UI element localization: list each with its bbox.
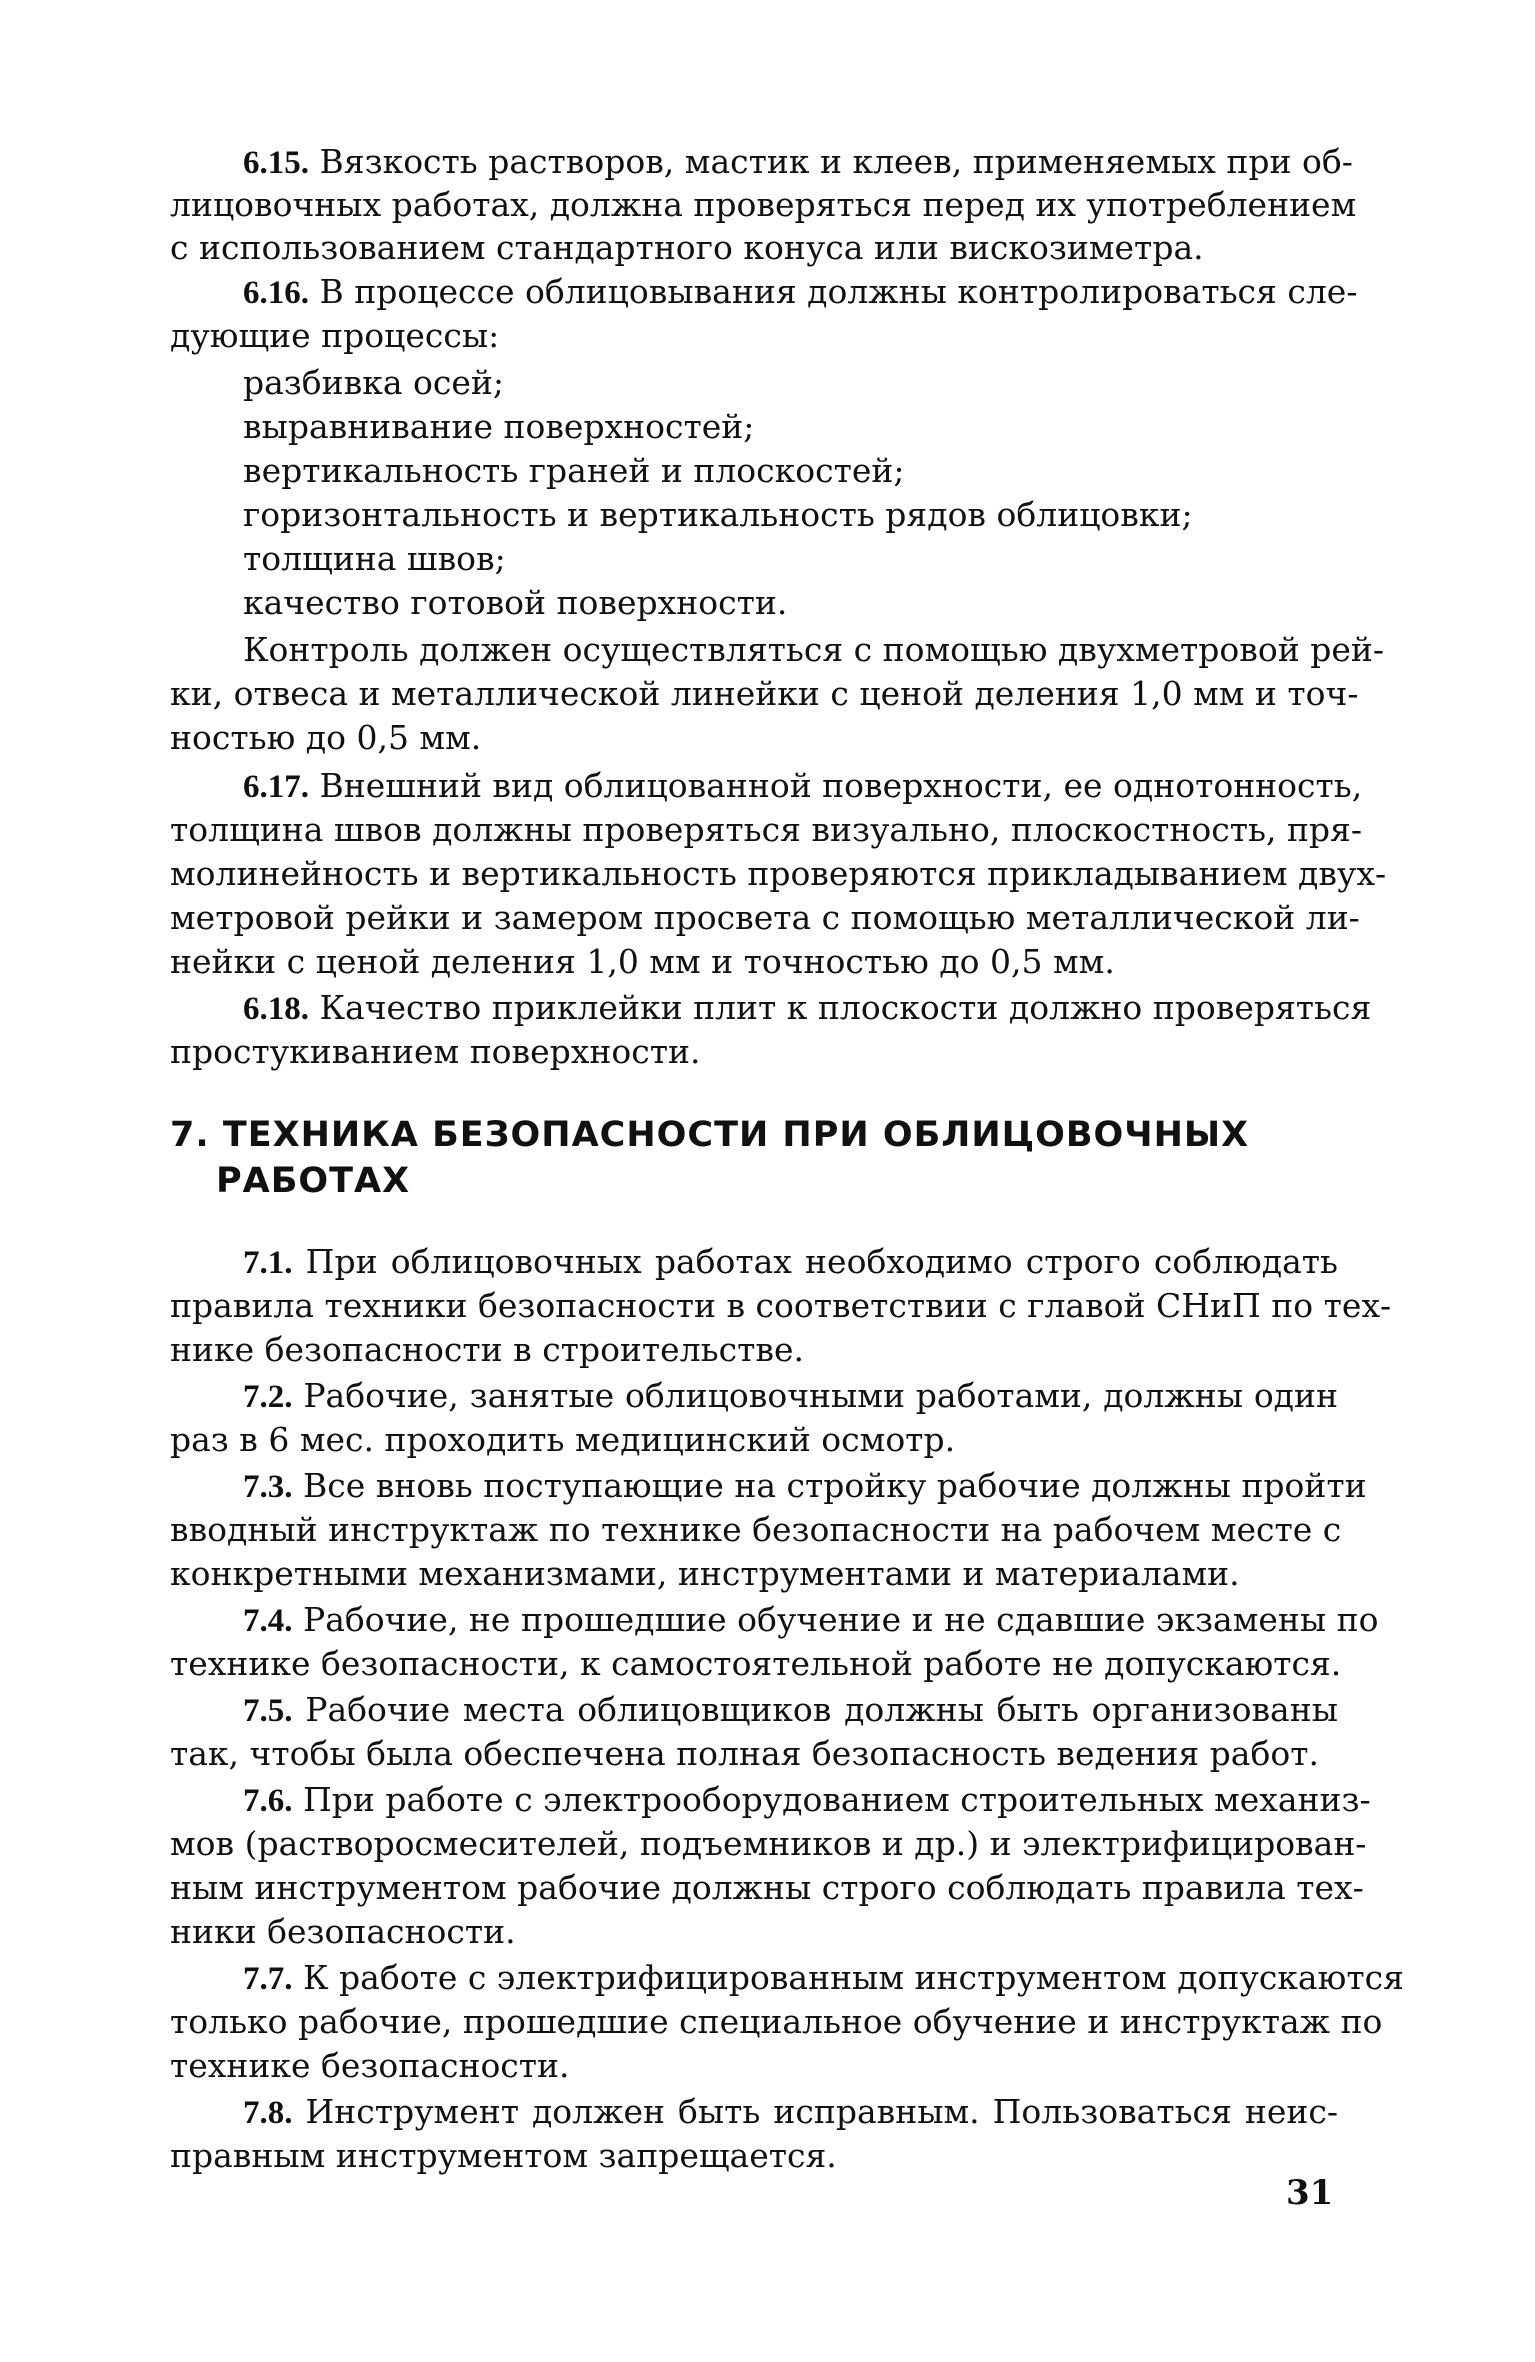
list-item: вертикальность граней и плоскостей; bbox=[243, 451, 905, 490]
section-heading: 7. ТЕХНИКА БЕЗОПАСНОСТИ ПРИ ОБЛИЦОВОЧНЫХ bbox=[170, 1115, 1250, 1155]
paragraph-6-18-line-2: простукиванием поверхности. bbox=[170, 1032, 701, 1071]
paragraph-7-4-line-2: технике безопасности, к самостоятельной работе не допускаются. bbox=[170, 1644, 1342, 1683]
paragraph-6-15-line-1: 6.15. Вязкость растворов, мастик и клеев, применяемых при об- bbox=[243, 142, 1353, 181]
clause-number: 7.8. bbox=[243, 2095, 293, 2131]
control-text-line-1: Контроль должен осуществляться с помощью двухметровой рей- bbox=[243, 630, 1385, 669]
list-item: разбивка осей; bbox=[243, 363, 505, 402]
clause-number: 6.18. bbox=[243, 991, 309, 1027]
paragraph-6-17-line-4: метровой рейки и замером просвета с помощью металлической ли- bbox=[170, 898, 1360, 937]
list-item: качество готовой поверхности. bbox=[243, 583, 788, 622]
paragraph-7-6-line-4: ники безопасности. bbox=[170, 1912, 516, 1951]
paragraph-7-2-line-1: 7.2. Рабочие, занятые облицовочными работами, должны один bbox=[243, 1376, 1338, 1415]
paragraph-7-7-line-3: технике безопасности. bbox=[170, 2046, 570, 2085]
page-number: 31 bbox=[1286, 2173, 1334, 2213]
clause-number: 7.1. bbox=[243, 1245, 293, 1281]
paragraph-6-15-line-2: лицовочных работах, должна проверяться перед их употреблением bbox=[170, 185, 1357, 224]
paragraph-7-3-line-2: вводный инструктаж по технике безопасности на рабочем месте с bbox=[170, 1510, 1342, 1549]
paragraph-6-18-line-1: 6.18. Качество приклейки плит к плоскости должно проверяться bbox=[243, 988, 1372, 1027]
clause-number: 6.15. bbox=[243, 145, 309, 181]
clause-number: 7.3. bbox=[243, 1469, 293, 1505]
list-item: выравнивание поверхностей; bbox=[243, 407, 755, 446]
control-text-line-2: ки, отвеса и металлической линейки с ценой деления 1,0 мм и точ- bbox=[170, 674, 1359, 713]
clause-number: 7.4. bbox=[243, 1603, 293, 1639]
control-text-line-3: ностью до 0,5 мм. bbox=[170, 718, 482, 757]
paragraph-7-1-line-1: 7.1. При облицовочных работах необходимо строго соблюдать bbox=[243, 1242, 1338, 1281]
clause-number: 7.2. bbox=[243, 1379, 293, 1415]
paragraph-7-1-line-2: правила техники безопасности в соответствии с главой СНиП по тех- bbox=[170, 1286, 1392, 1325]
clause-number: 6.16. bbox=[243, 275, 309, 311]
paragraph-6-17-line-5: нейки с ценой деления 1,0 мм и точностью до 0,5 мм. bbox=[170, 942, 1115, 981]
clause-number: 7.5. bbox=[243, 1693, 293, 1729]
paragraph-6-17-line-1: 6.17. Внешний вид облицованной поверхности, ее однотонность, bbox=[243, 766, 1363, 805]
paragraph-7-1-line-3: нике безопасности в строительстве. bbox=[170, 1330, 804, 1369]
paragraph-7-7-line-1: 7.7. К работе с электрифицированным инструментом допускаются bbox=[243, 1958, 1404, 1997]
section-heading-continued: РАБОТАХ bbox=[216, 1161, 411, 1201]
paragraph-6-17-line-3: молинейность и вертикальность проверяются прикладыванием двух- bbox=[170, 854, 1387, 893]
clause-number: 7.7. bbox=[243, 1961, 293, 1997]
paragraph-7-4-line-1: 7.4. Рабочие, не прошедшие обучение и не сдавшие экзамены по bbox=[243, 1600, 1379, 1639]
list-item: горизонтальность и вертикальность рядов облицовки; bbox=[243, 495, 1193, 534]
clause-number: 7.6. bbox=[243, 1783, 293, 1819]
paragraph-7-6-line-3: ным инструментом рабочие должны строго соблюдать правила тех- bbox=[170, 1868, 1364, 1907]
paragraph-7-8-line-2: правным инструментом запрещается. bbox=[170, 2136, 837, 2175]
paragraph-6-17-line-2: толщина швов должны проверяться визуально, плоскостность, пря- bbox=[170, 810, 1363, 849]
paragraph-7-5-line-2: так, чтобы была обеспечена полная безопасность ведения работ. bbox=[170, 1734, 1319, 1773]
paragraph-7-6-line-1: 7.6. При работе с электрооборудованием строительных механиз- bbox=[243, 1780, 1371, 1819]
paragraph-6-15-line-3: с использованием стандартного конуса или вискозиметра. bbox=[170, 228, 1204, 267]
paragraph-6-16-line-1: 6.16. В процессе облицовывания должны контролироваться сле- bbox=[243, 272, 1358, 311]
paragraph-7-6-line-2: мов (растворосмесителей, подъемников и др.) и электрифицирован- bbox=[170, 1824, 1367, 1863]
paragraph-7-5-line-1: 7.5. Рабочие места облицовщиков должны быть организованы bbox=[243, 1690, 1338, 1729]
paragraph-7-3-line-1: 7.3. Все вновь поступающие на стройку рабочие должны пройти bbox=[243, 1466, 1367, 1505]
clause-number: 6.17. bbox=[243, 769, 309, 805]
paragraph-7-2-line-2: раз в 6 мес. проходить медицинский осмотр. bbox=[170, 1420, 956, 1459]
paragraph-6-16-line-2: дующие процессы: bbox=[170, 316, 500, 355]
paragraph-7-8-line-1: 7.8. Инструмент должен быть исправным. Пользоваться неис- bbox=[243, 2092, 1338, 2131]
list-item: толщина швов; bbox=[243, 539, 506, 578]
paragraph-7-7-line-2: только рабочие, прошедшие специальное обучение и инструктаж по bbox=[170, 2002, 1383, 2041]
paragraph-7-3-line-3: конкретными механизмами, инструментами и материалами. bbox=[170, 1554, 1240, 1593]
